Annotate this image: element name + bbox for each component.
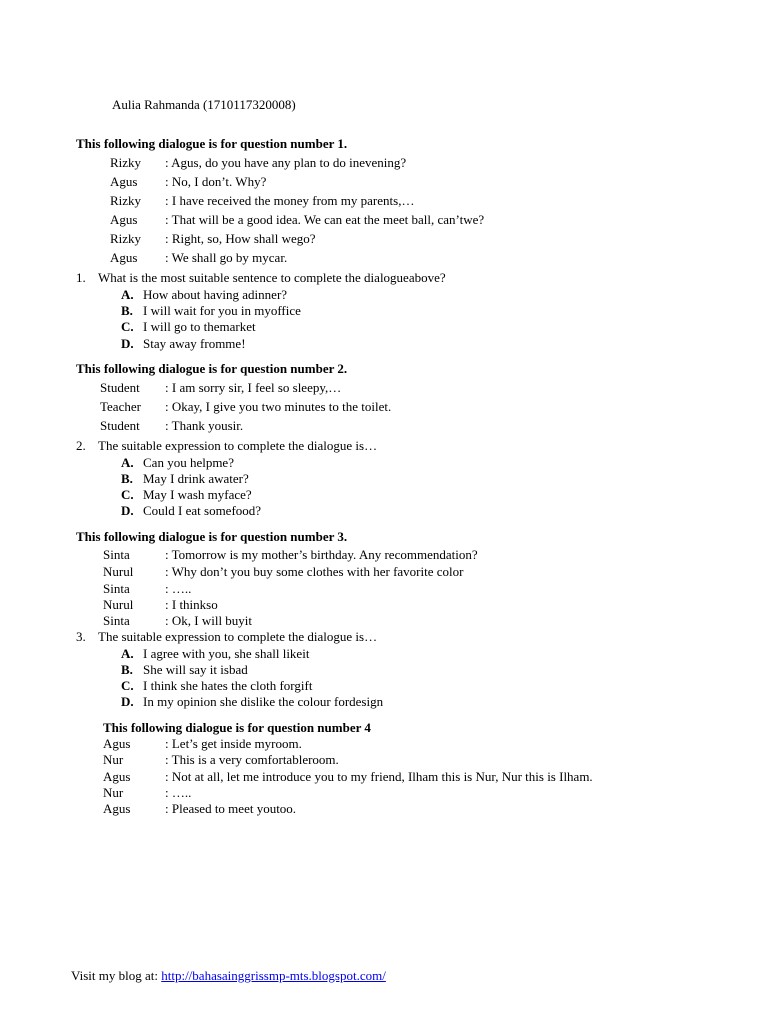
- section-1-heading: This following dialogue is for question number 1.: [76, 136, 348, 151]
- dialogue-speaker: Nur: [103, 785, 124, 800]
- option-text: I agree with you, she shall likeit: [143, 646, 310, 661]
- option-letter: B.: [121, 303, 133, 318]
- section-3-heading: This following dialogue is for question number 3.: [76, 529, 348, 544]
- dialogue-line: : Thank yousir.: [165, 418, 244, 433]
- option-letter: A.: [121, 646, 134, 661]
- dialogue-line: : …..: [165, 581, 192, 596]
- option-letter: A.: [121, 455, 134, 470]
- option-text: May I drink awater?: [143, 471, 249, 486]
- option-text: In my opinion she dislike the colour fordesign: [143, 694, 384, 709]
- blog-link[interactable]: http://bahasainggrissmp-mts.blogspot.com/: [161, 968, 386, 983]
- dialogue-line: : I thinkso: [165, 597, 218, 612]
- dialogue-speaker: Nur: [103, 752, 124, 767]
- dialogue-speaker: Student: [100, 380, 140, 395]
- option-letter: B.: [121, 662, 133, 677]
- dialogue-speaker: Student: [100, 418, 140, 433]
- option-letter: C.: [121, 319, 134, 334]
- option-text: Can you helpme?: [143, 455, 234, 470]
- question-2-number: 2.: [76, 438, 86, 453]
- dialogue-speaker: Agus: [110, 250, 138, 265]
- question-3-number: 3.: [76, 629, 86, 644]
- option-text: I will go to themarket: [143, 319, 256, 334]
- footer-label: Visit my blog at:: [71, 968, 162, 983]
- dialogue-line: : We shall go by mycar.: [165, 250, 288, 265]
- question-1-text: What is the most suitable sentence to complete the dialogueabove?: [98, 270, 446, 285]
- dialogue-line: : I am sorry sir, I feel so sleepy,…: [165, 380, 342, 395]
- dialogue-speaker: Nurul: [103, 597, 134, 612]
- option-text: May I wash myface?: [143, 487, 252, 502]
- option-letter: A.: [121, 287, 134, 302]
- dialogue-speaker: Agus: [110, 174, 138, 189]
- option-letter: B.: [121, 471, 133, 486]
- option-letter: D.: [121, 694, 134, 709]
- dialogue-speaker: Agus: [110, 212, 138, 227]
- dialogue-line: : Right, so, How shall wego?: [165, 231, 316, 246]
- section-2-heading: This following dialogue is for question number 2.: [76, 361, 348, 376]
- question-2-text: The suitable expression to complete the dialogue is…: [98, 438, 378, 453]
- option-letter: D.: [121, 503, 134, 518]
- dialogue-speaker: Sinta: [103, 613, 130, 628]
- option-text: She will say it isbad: [143, 662, 248, 677]
- author-name: Aulia Rahmanda (1710117320008): [112, 97, 296, 112]
- dialogue-speaker: Agus: [103, 801, 131, 816]
- option-text: I will wait for you in myoffice: [143, 303, 301, 318]
- option-letter: D.: [121, 336, 134, 351]
- dialogue-speaker: Rizky: [110, 231, 142, 246]
- option-text: Stay away fromme!: [143, 336, 246, 351]
- dialogue-line: : Let’s get inside myroom.: [165, 736, 302, 751]
- footer: [71, 968, 386, 984]
- dialogue-speaker: Rizky: [110, 193, 142, 208]
- dialogue-line: : This is a very comfortableroom.: [165, 752, 339, 767]
- dialogue-line: : Pleased to meet youtoo.: [165, 801, 297, 816]
- dialogue-line: : Tomorrow is my mother’s birthday. Any recommendation?: [165, 547, 478, 562]
- dialogue-speaker: Agus: [103, 769, 131, 784]
- dialogue-line: : That will be a good idea. We can eat the meet ball, can’twe?: [165, 212, 485, 227]
- dialogue-line: : No, I don’t. Why?: [165, 174, 267, 189]
- dialogue-line: : Not at all, let me introduce you to my friend, Ilham this is Nur, Nur this is Ilham.: [165, 769, 593, 784]
- option-text: How about having adinner?: [143, 287, 288, 302]
- dialogue-line: : I have received the money from my parents,…: [165, 193, 415, 208]
- dialogue-line: : Ok, I will buyit: [165, 613, 253, 628]
- dialogue-speaker: Nurul: [103, 564, 134, 579]
- dialogue-speaker: Rizky: [110, 155, 142, 170]
- option-text: Could I eat somefood?: [143, 503, 262, 518]
- dialogue-speaker: Sinta: [103, 581, 130, 596]
- dialogue-speaker: Teacher: [100, 399, 141, 414]
- question-1-number: 1.: [76, 270, 86, 285]
- dialogue-line: : …..: [165, 785, 192, 800]
- option-letter: C.: [121, 678, 134, 693]
- dialogue-speaker: Sinta: [103, 547, 130, 562]
- section-4-heading: This following dialogue is for question number 4: [103, 720, 371, 735]
- option-text: I think she hates the cloth forgift: [143, 678, 313, 693]
- dialogue-line: : Agus, do you have any plan to do inevening?: [165, 155, 407, 170]
- question-3-text: The suitable expression to complete the dialogue is…: [98, 629, 378, 644]
- option-letter: C.: [121, 487, 134, 502]
- dialogue-line: : Why don’t you buy some clothes with her favorite color: [165, 564, 464, 579]
- dialogue-speaker: Agus: [103, 736, 131, 751]
- dialogue-line: : Okay, I give you two minutes to the toilet.: [165, 399, 392, 414]
